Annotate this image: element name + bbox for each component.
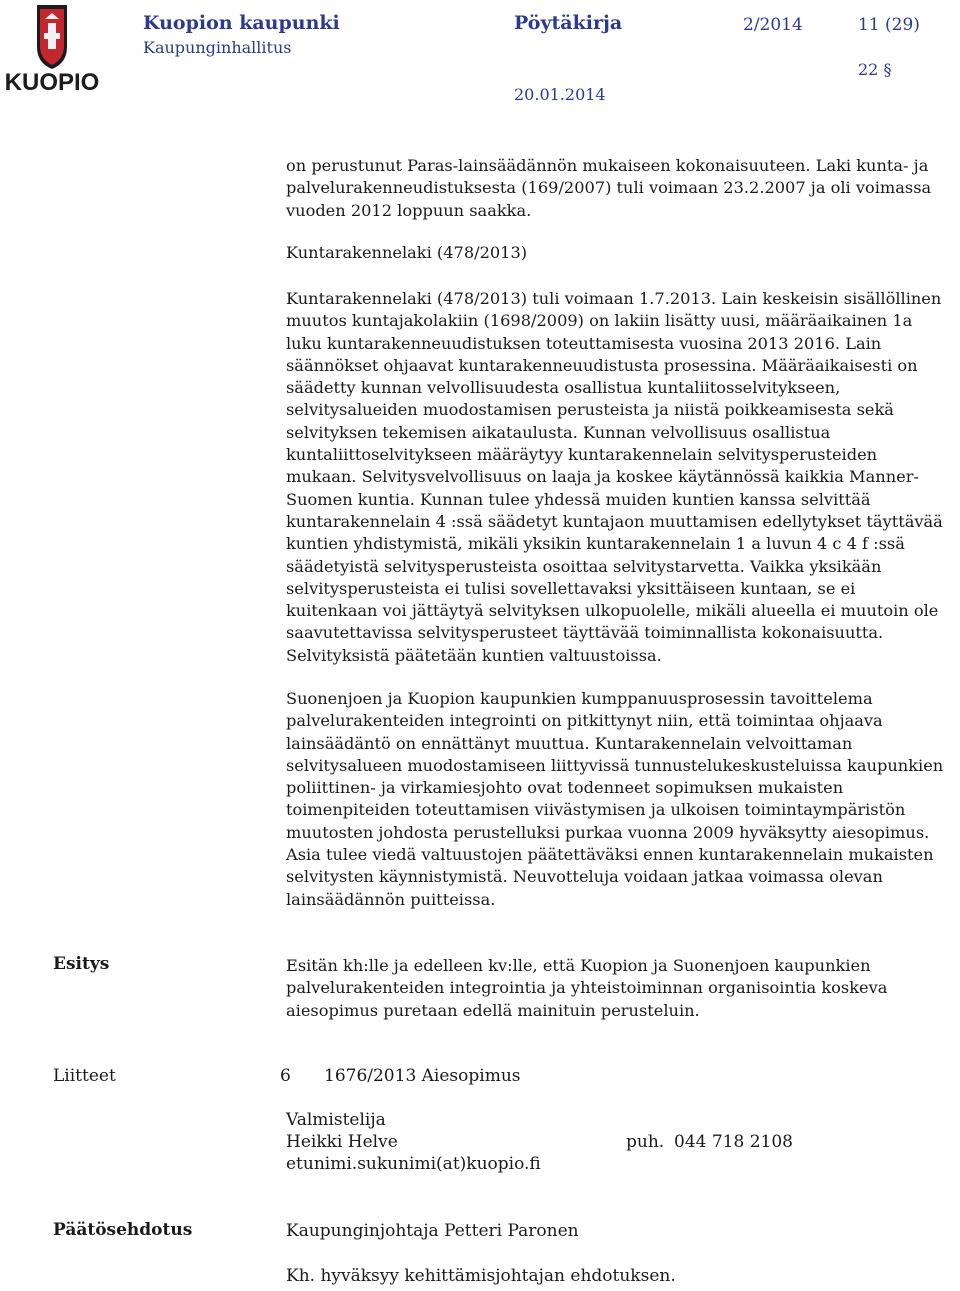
phone-label: puh. <box>626 1132 665 1152</box>
decision-label: Päätösehdotus <box>53 1220 193 1240</box>
governing-body: Kaupunginhallitus <box>143 38 292 57</box>
meeting-date: 20.01.2014 <box>514 85 606 104</box>
decision-result: Kh. hyväksyy kehittämisjohtajan ehdotuksen. <box>286 1266 676 1286</box>
proposal-text: Esitän kh:lle ja edelleen kv:lle, että Kuopion ja Suonenjoen kaupunkien palvelurakenteiden integrointia ja yhteistoiminnan organisointia koskeva aiesopimus puretaan edellä mainituin perusteluin. <box>286 956 888 1020</box>
law-paragraph: Kuntarakennelaki (478/2013) tuli voimaan 1.7.2013. Lain keskeisin sisällöllinen muutos kuntajakolakiin (1698/2009) on lakiin lisätty uusi, määräaikainen 1a luku kuntarakenneuudistuksen toteuttamisesta vuosina 2013 2016. Lain säännökset ohjaavat kuntarakenneuudistusta prosessina. Määräaikaisesti on säädetty kunnan velvollisuudesta osallistua kuntaliitosselvitykseen, selvitysalueiden muodostamisen perusteista ja niistä poikkeamisesta sekä selvityksen tekemisen aikataulusta. Kunnan velvollisuus osallistua kuntaliittoselvitykseen määräytyy kuntarakennelain selvitysperusteiden mukaan. Selvitysvelvollisuus on laaja ja koskee käytännössä kaikkia Manner-Suomen kuntia. Kunnan tulee yhdessä muiden kuntien kanssa selvittää kuntarakennelain 4 :ssä säädetyt kuntajaon muuttamisen edellytykset täyttävää kuntien yhdistymistä, mikäli yksikin kuntarakennelain 1 a luvun 4 c 4 f :ssä säädetyistä selvitysperusteista osoittaa selvitystarvetta. Vaikka yksikään selvitysperusteista ei tulisi sovellettavaksi yksittäiseen kuntaan, se ei kuitenkaan voi jättäytyä selvityksen ulkopuolelle, mikäli alueella ei muutoin ole saavutettavissa selvitysperusteet täyttävää toiminnallista kokonaisuutta. Selvityksistä päätetään kuntien valtuustoissa. <box>286 289 943 665</box>
preparer-name: Heikki Helve <box>286 1132 398 1152</box>
law-heading: Kuntarakennelaki (478/2013) <box>286 243 528 262</box>
attachments-label: Liitteet <box>53 1066 116 1086</box>
document-type: Pöytäkirja <box>514 12 623 34</box>
section-number: 22 § <box>858 60 892 79</box>
decision-proposer: Kaupunginjohtaja Petteri Paronen <box>286 1221 579 1241</box>
partnership-paragraph: Suonenjoen ja Kuopion kaupunkien kumppanuusprosessin tavoittelema palvelurakenteiden integrointi on pitkittynyt niin, että toimintaa ohjaava lainsäädäntö on ennättänyt muuttua. Kuntarakennelain velvoittaman selvitysalueen muodostamiseen liittyvissä tunnustelukeskusteluissa kaupunkien poliittinen- ja virkamiesjohto ovat todenneet sopimuksen mukaisten toimenpiteiden toteuttamisen viivästymisen ja ulkoisen toimintaympäristön muutosten johdosta perustelluksi purkaa vuonna 2009 hyväksytty aiesopimus. Asia tulee viedä valtuustojen päätettäväksi ennen kuntarakennelain mukaisten selvitysten käynnistymistä. Neuvotteluja voidaan jatkaa voimassa olevan lainsäädännön puitteissa. <box>286 689 944 909</box>
phone-number: 044 718 2108 <box>674 1132 793 1152</box>
preparer-email: etunimi.sukunimi(at)kuopio.fi <box>286 1154 541 1174</box>
attachment-number: 6 <box>280 1066 291 1086</box>
proposal-label: Esitys <box>53 954 110 974</box>
document-number: 2/2014 <box>743 15 803 35</box>
kuopio-logo <box>4 3 100 95</box>
organization-name: Kuopion kaupunki <box>143 12 340 34</box>
page-number: 11 (29) <box>858 15 920 35</box>
attachment-item: 1676/2013 Aiesopimus <box>324 1066 521 1086</box>
city-crest-icon <box>4 3 100 95</box>
preparer-label: Valmistelija <box>286 1110 386 1130</box>
intro-paragraph: on perustunut Paras-lainsäädännön mukaiseen kokonaisuuteen. Laki kunta- ja palvelurakenneudistuksesta (169/2007) tuli voimaan 23.2.2007 ja oli voimassa vuoden 2012 loppuun saakka. <box>286 156 932 220</box>
svg-text:KUOPIO: KUOPIO <box>4 69 100 95</box>
